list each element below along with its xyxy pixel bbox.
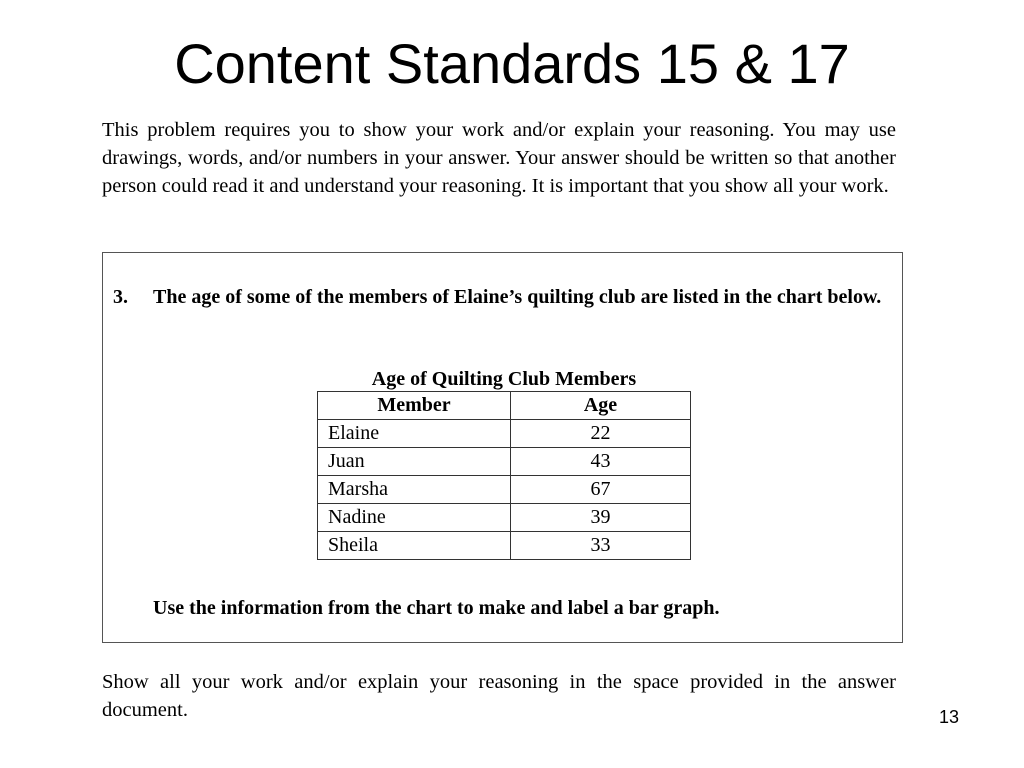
problem-statement: The age of some of the members of Elaine’s quilting club are listed in the chart below. [153,286,882,308]
slide-title: Content Standards 15 & 17 [174,32,850,95]
table-header-row [318,392,691,420]
problem-box [102,252,903,643]
age-value-cell: 67 [511,476,691,504]
footer-paragraph: Show all your work and/or explain your reasoning in the space provided in the answer document. [102,671,896,721]
intro-paragraph: This problem requires you to show your work and/or explain your reasoning. You may use drawings, words, and/or numbers in your answer. Your answer should be written so that another person could read it and understand your reasoning. It is important that you show all your work. [102,119,896,197]
table-caption: Age of Quilting Club Members [371,368,637,390]
page-number: 13 [938,707,960,727]
member-name-cell: Nadine [318,504,511,532]
age-table [317,391,691,560]
age-value-cell: 43 [511,448,691,476]
column-header-member: Member [318,392,511,420]
age-value-cell: 39 [511,504,691,532]
age-value-cell: 22 [511,420,691,448]
column-header-age: Age [511,392,691,420]
table-row [318,448,691,476]
member-name-cell: Marsha [318,476,511,504]
table-row [318,476,691,504]
table-row [318,532,691,560]
member-name-cell: Juan [318,448,511,476]
problem-number: 3. [113,286,128,308]
problem-instruction: Use the information from the chart to make and label a bar graph. [153,597,720,619]
member-name-cell: Elaine [318,420,511,448]
age-value-cell: 33 [511,532,691,560]
table-row [318,504,691,532]
member-name-cell: Sheila [318,532,511,560]
table-row [318,420,691,448]
